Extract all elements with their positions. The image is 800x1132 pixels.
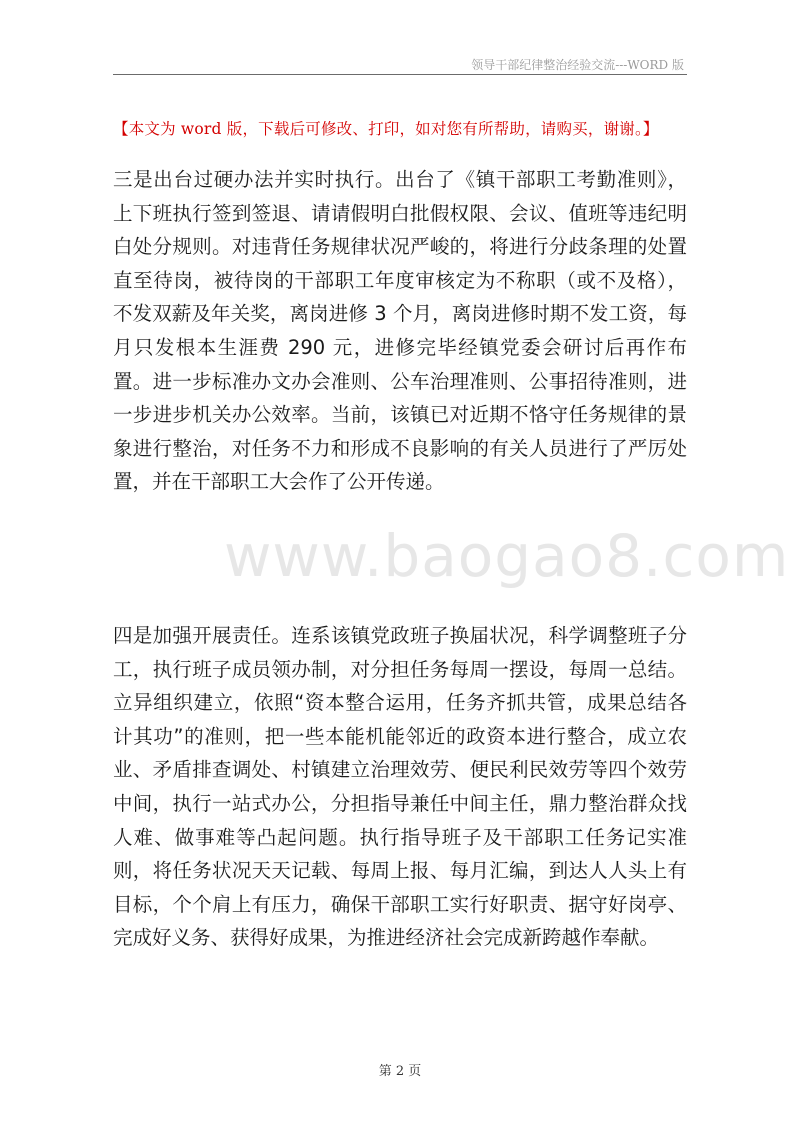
header-rule — [113, 74, 687, 75]
download-notice: 【本文为 word 版，下载后可修改、打印，如对您有所帮助，请购买，谢谢。】 — [113, 120, 659, 138]
watermark: www.baogao8.com — [224, 522, 790, 590]
body-paragraph-2: 四是加强开展责任。连系该镇党政班子换届状况，科学调整班子分工，执行班子成员领办制，对分担任务每周一摆设，每周一总结。立异组织建立，依照“资本整合运用，任务齐抓共管，成果总结各计其功”的准则，把一些本能机能邻近的政资本进行整合，成立农业、矛盾排查调处、村镇建立治理效劳、便民利民效劳等四个效劳中间，执行一站式办公，分担指导兼任中间主任，鼎力整治群众找人难、做事难等凸起问题。执行指导班子及干部职工任务记实准则，将任务状况天天记载、每周上报、每月汇编，到达人人头上有目标，个个肩上有压力，确保干部职工实行好职责、据守好岗亭、完成好义务、获得好成果，为推进经济社会完成新跨越作奉献。 — [113, 624, 687, 950]
page-number: 第 2 页 — [378, 1064, 422, 1079]
body-paragraph-1: 三是出台过硬办法并实时执行。出台了《镇干部职工考勤准则》，上下班执行签到签退、请请假明白批假权限、会议、值班等违纪明白处分规则。对违背任务规律状况严峻的，将进行分歧条理的处置直至待岗，被待岗的干部职工年度审核定为不称职（或不及格），不发双薪及年关奖，离岗进修 3 个月，离岗进修时期不发工资，每月只发根本生涯费 290 元，进修完毕经镇党委会研讨后再作布置。进一步标准办文办会准则、公车治理准则、公事招待准则，进一步进步机关办公效率。当前，该镇已对近期不恪守任务规律的景象进行整治，对任务不力和形成不良影响的有关人员进行了严厉处置，并在干部职工大会作了公开传递。 — [113, 168, 687, 494]
header-title: 领导干部纪律整治经验交流---WORD 版 — [471, 58, 684, 72]
